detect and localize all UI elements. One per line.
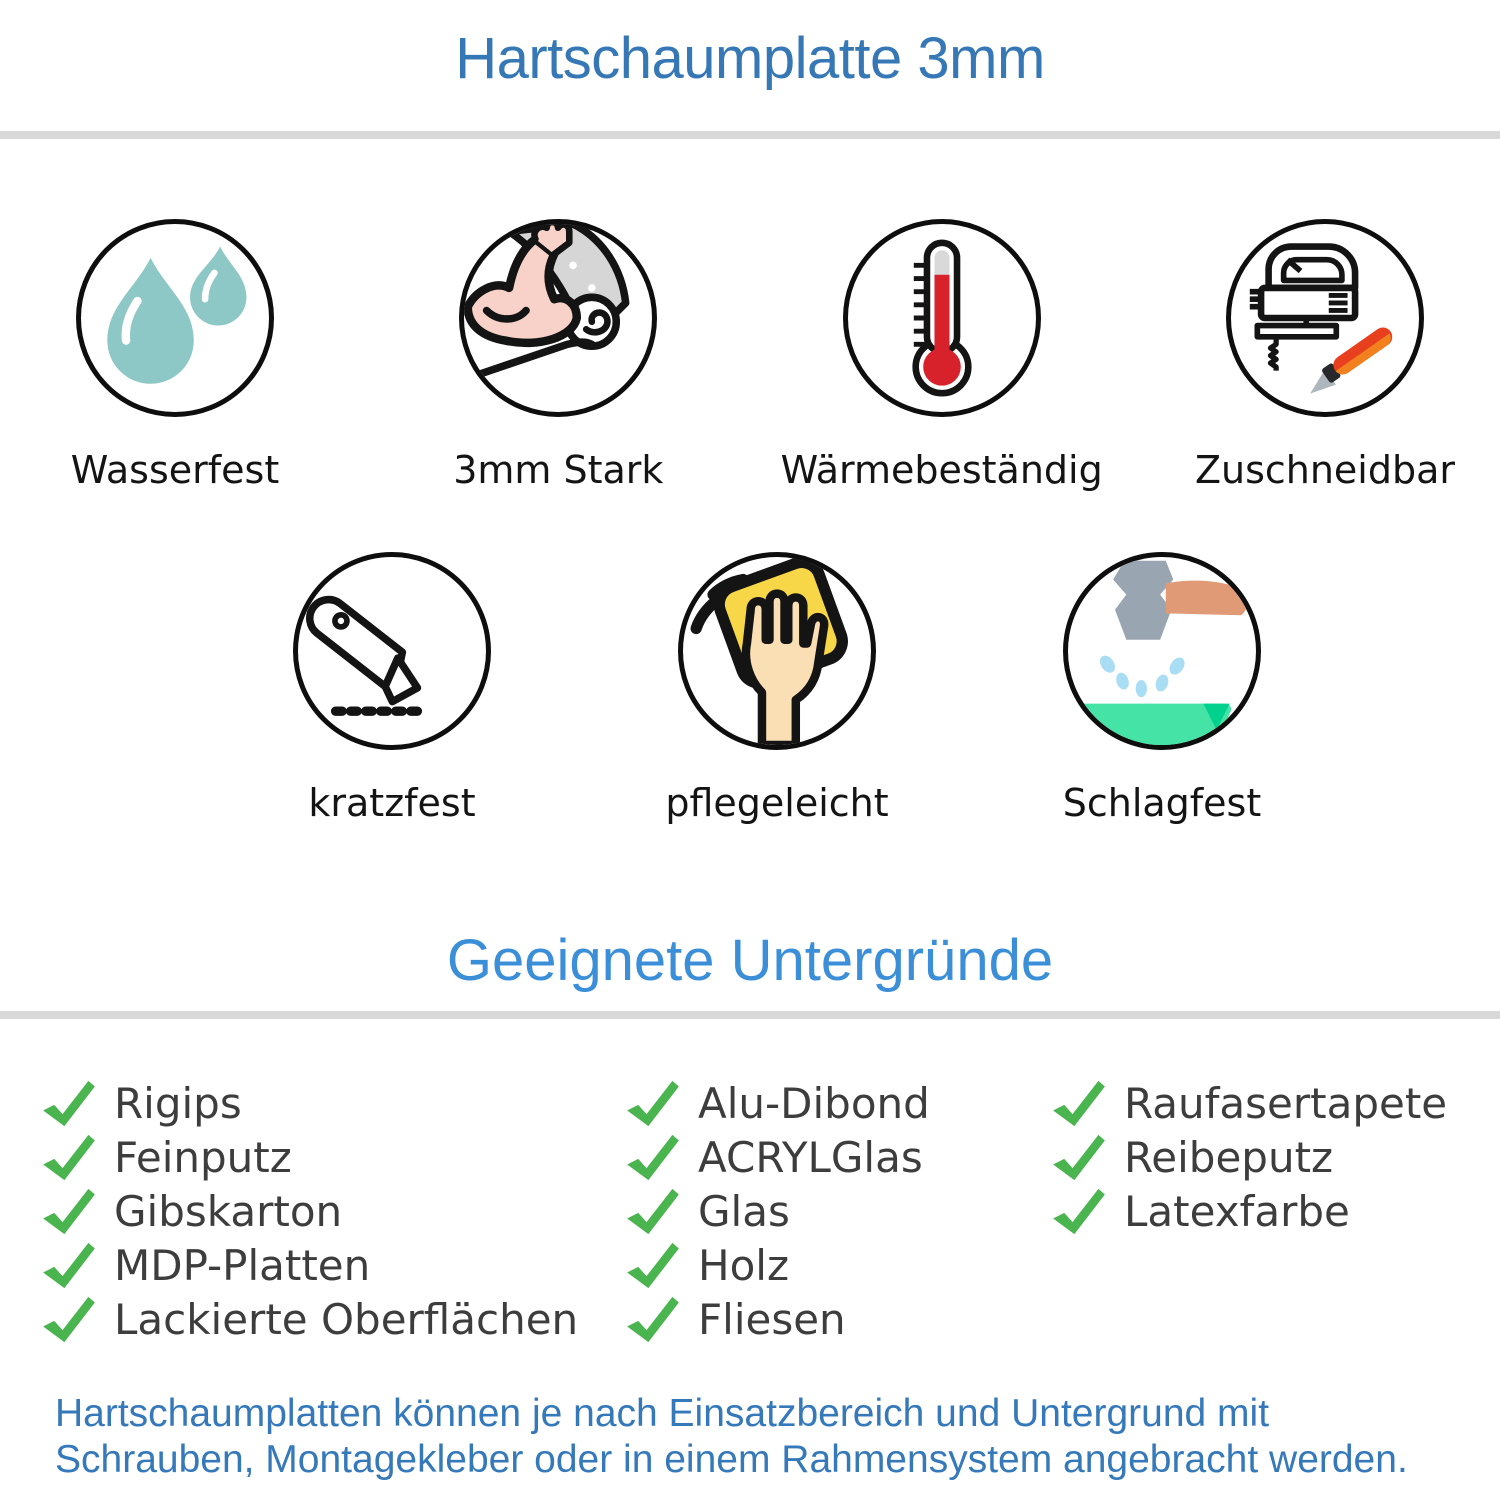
checkmark-icon [622, 1080, 684, 1128]
feature-circle [1226, 219, 1424, 417]
feature-circle [293, 552, 491, 750]
list-item-label: MDP-Platten [114, 1241, 371, 1291]
footer-note [55, 1391, 1500, 1483]
list-item [1048, 1185, 1447, 1239]
top-divider [0, 131, 1500, 139]
substrates-column-3 [1048, 1077, 1447, 1239]
feature-schlagfest [1022, 552, 1302, 826]
list-item [622, 1077, 1048, 1131]
feature-circle [1063, 552, 1261, 750]
list-item-label: Fliesen [698, 1295, 846, 1345]
list-item-label: ACRYLGlas [698, 1133, 923, 1183]
list-item [622, 1185, 1048, 1239]
list-item [38, 1293, 622, 1347]
feature-circle [459, 219, 657, 417]
substrates-column-1 [38, 1077, 622, 1347]
list-item [38, 1131, 622, 1185]
checkmark-icon [1048, 1188, 1110, 1236]
feature-kratzfest [252, 552, 532, 826]
features-row-2 [0, 552, 1500, 826]
checkmark-icon [1048, 1080, 1110, 1128]
list-item-label: Holz [698, 1241, 789, 1291]
list-item-label: Glas [698, 1187, 790, 1237]
checkmark-icon [622, 1296, 684, 1344]
middle-divider [0, 1011, 1500, 1019]
list-item [38, 1185, 622, 1239]
checkmark-icon [38, 1242, 100, 1290]
feature-waermebestaendig [780, 219, 1103, 493]
list-item [38, 1239, 622, 1293]
feature-label: pflegeleicht [665, 781, 889, 826]
features-row-1 [0, 219, 1500, 493]
list-item-label: Reibeputz [1124, 1133, 1334, 1183]
substrates-checklist [0, 1077, 1500, 1347]
list-item-label: Latexfarbe [1124, 1187, 1350, 1237]
feature-3mm-stark [418, 219, 698, 493]
feature-label: Wärmebeständig [780, 447, 1103, 492]
list-item-label: Lackierte Oberflächen [114, 1295, 579, 1345]
list-item [622, 1239, 1048, 1293]
feature-circle [678, 552, 876, 750]
list-item-label: Rigips [114, 1079, 242, 1129]
checkmark-icon [1048, 1134, 1110, 1182]
feature-wasserfest [35, 219, 315, 493]
flex-arm-icon [464, 224, 652, 412]
checkmark-icon [622, 1242, 684, 1290]
checkmark-icon [622, 1188, 684, 1236]
feature-label: 3mm Stark [453, 447, 664, 492]
checkmark-icon [38, 1080, 100, 1128]
checkmark-icon [38, 1296, 100, 1344]
water-drops-icon [81, 224, 269, 412]
list-item [38, 1077, 622, 1131]
substrates-column-2 [622, 1077, 1048, 1347]
page-title: Hartschaumplatte 3mm [455, 26, 1045, 91]
feature-zuschneidbar [1185, 219, 1465, 493]
list-item [622, 1293, 1048, 1347]
jigsaw-cutter-icon [1231, 224, 1419, 412]
list-item [1048, 1131, 1447, 1185]
feature-label: Zuschneidbar [1194, 447, 1456, 492]
wiping-hand-icon [683, 557, 871, 745]
feature-circle [76, 219, 274, 417]
list-item-label: Feinputz [114, 1133, 292, 1183]
thermometer-icon [848, 224, 1036, 412]
feature-label: kratzfest [308, 781, 476, 826]
list-item [1048, 1077, 1447, 1131]
list-item-label: Raufasertapete [1124, 1079, 1448, 1129]
utility-knife-icon [298, 557, 486, 745]
footer-line-1: Hartschaumplatten können je nach Einsatzbereich und Untergrund mit [55, 1391, 1270, 1435]
feature-label: Wasserfest [70, 447, 280, 492]
feature-label: Schlagfest [1062, 781, 1262, 826]
list-item-label: Gibskarton [114, 1187, 343, 1237]
footer-line-2: Schrauben, Montagekleber oder in einem Rahmensystem angebracht werden. [55, 1437, 1408, 1481]
feature-circle [843, 219, 1041, 417]
list-item [622, 1131, 1048, 1185]
substrates-heading: Geeignete Untergründe [446, 928, 1054, 994]
hammer-impact-icon [1068, 557, 1256, 745]
list-item-label: Alu-Dibond [698, 1079, 930, 1129]
checkmark-icon [622, 1134, 684, 1182]
checkmark-icon [38, 1134, 100, 1182]
checkmark-icon [38, 1188, 100, 1236]
feature-pflegeleicht [637, 552, 917, 826]
